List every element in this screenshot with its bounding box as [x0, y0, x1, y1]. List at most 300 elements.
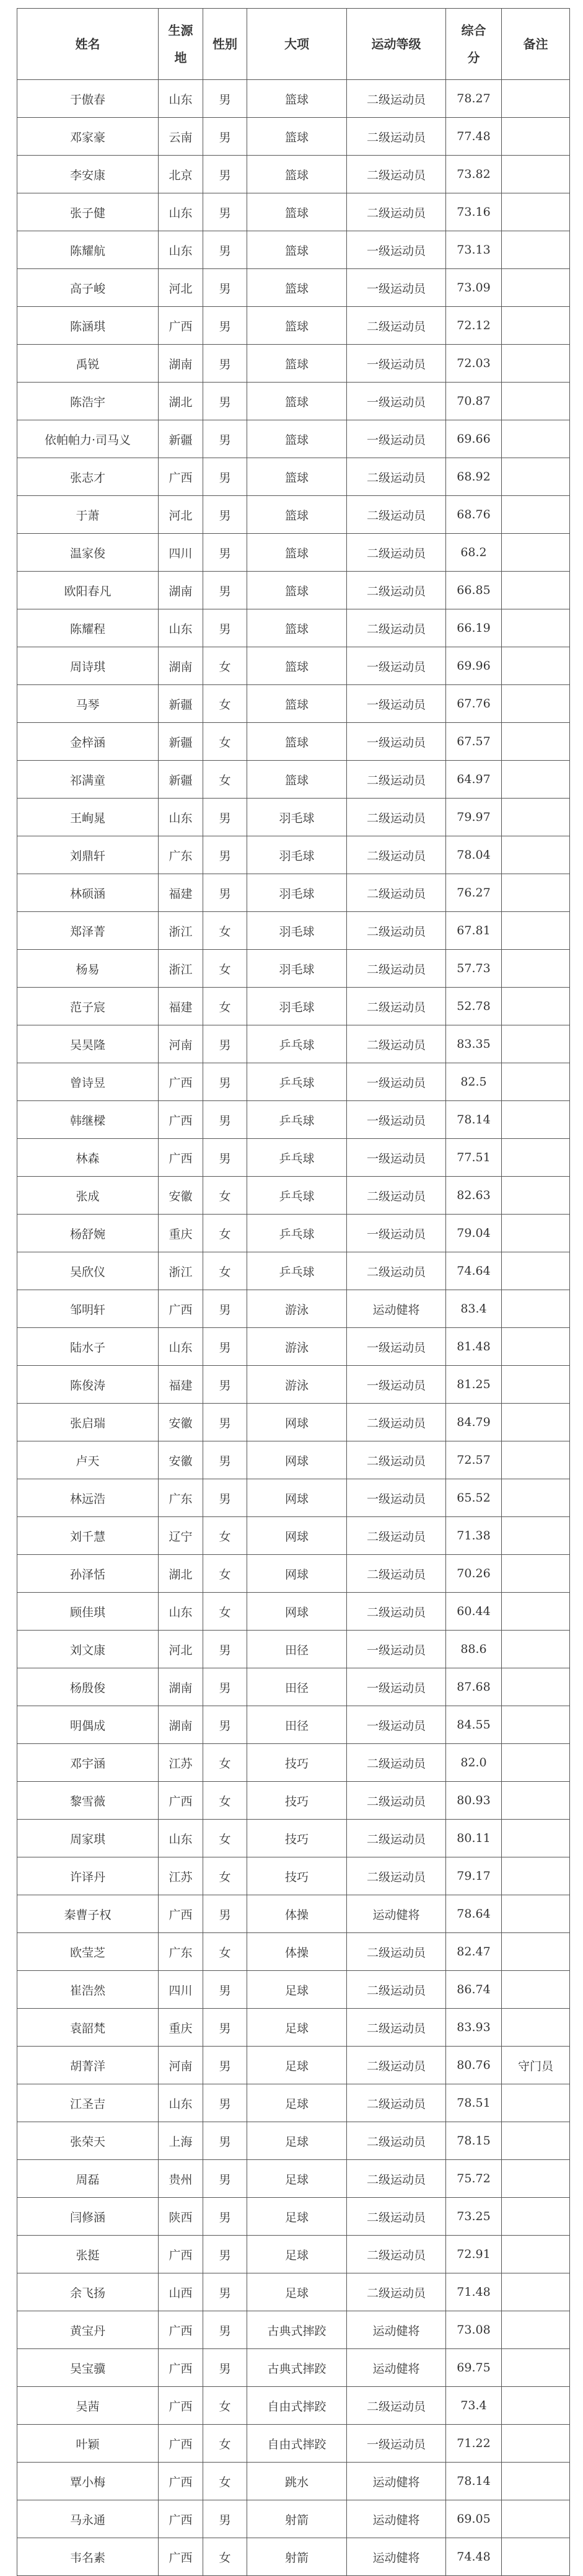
cell-score: 84.79 [446, 1404, 502, 1441]
cell-origin: 广西 [159, 2311, 203, 2349]
cell-event: 足球 [247, 2084, 347, 2122]
cell-note [502, 1441, 570, 1479]
cell-score: 82.63 [446, 1177, 502, 1215]
cell-level: 一级运动员 [347, 647, 446, 685]
cell-note [502, 383, 570, 420]
cell-event: 网球 [247, 1479, 347, 1517]
cell-level: 运动健将 [347, 2463, 446, 2500]
cell-name: 余飞扬 [17, 2273, 159, 2311]
cell-score: 78.27 [446, 80, 502, 118]
table-row [17, 2463, 570, 2500]
cell-gender: 女 [203, 2425, 247, 2463]
cell-origin: 湖北 [159, 383, 203, 420]
cell-score: 80.11 [446, 1820, 502, 1857]
cell-gender: 女 [203, 1555, 247, 1593]
cell-score: 66.19 [446, 609, 502, 647]
cell-gender: 男 [203, 1101, 247, 1139]
cell-gender: 女 [203, 761, 247, 799]
cell-gender: 女 [203, 1782, 247, 1820]
cell-note [502, 2273, 570, 2311]
table-row [17, 1933, 570, 1971]
cell-name: 周家琪 [17, 1820, 159, 1857]
cell-gender: 男 [203, 534, 247, 572]
cell-note [502, 1177, 570, 1215]
cell-origin: 浙江 [159, 950, 203, 988]
cell-note [502, 950, 570, 988]
cell-name: 黄宝丹 [17, 2311, 159, 2349]
table-row [17, 1479, 570, 1517]
cell-gender: 男 [203, 874, 247, 912]
table-row [17, 534, 570, 572]
table-row [17, 1215, 570, 1252]
cell-name: 杨舒婉 [17, 1215, 159, 1252]
cell-score: 88.6 [446, 1631, 502, 1668]
cell-origin: 山东 [159, 609, 203, 647]
cell-name: 张启瑞 [17, 1404, 159, 1441]
cell-score: 67.57 [446, 723, 502, 761]
cell-origin: 山东 [159, 193, 203, 231]
cell-note [502, 231, 570, 269]
cell-event: 羽毛球 [247, 874, 347, 912]
cell-name: 周磊 [17, 2160, 159, 2198]
table-row [17, 1139, 570, 1177]
table-row [17, 1177, 570, 1215]
cell-event: 足球 [247, 1971, 347, 2009]
cell-name: 金梓涵 [17, 723, 159, 761]
cell-level: 运动健将 [347, 1895, 446, 1933]
cell-level: 二级运动员 [347, 1441, 446, 1479]
table-row [17, 1290, 570, 1328]
cell-score: 81.48 [446, 1328, 502, 1366]
cell-level: 二级运动员 [347, 1782, 446, 1820]
cell-event: 乒乓球 [247, 1177, 347, 1215]
cell-event: 羽毛球 [247, 836, 347, 874]
cell-event: 篮球 [247, 420, 347, 458]
cell-level: 一级运动员 [347, 723, 446, 761]
cell-name: 温家俊 [17, 534, 159, 572]
cell-level: 二级运动员 [347, 1971, 446, 2009]
cell-gender: 女 [203, 950, 247, 988]
cell-note [502, 2387, 570, 2425]
cell-level: 一级运动员 [347, 1668, 446, 1706]
cell-gender: 男 [203, 2198, 247, 2236]
cell-score: 68.76 [446, 496, 502, 534]
cell-level: 一级运动员 [347, 269, 446, 307]
cell-note [502, 1479, 570, 1517]
cell-origin: 贵州 [159, 2160, 203, 2198]
cell-origin: 重庆 [159, 2009, 203, 2047]
cell-note [502, 1857, 570, 1895]
cell-name: 邓宇涵 [17, 1744, 159, 1782]
cell-gender: 男 [203, 2349, 247, 2387]
cell-event: 网球 [247, 1555, 347, 1593]
cell-origin: 河南 [159, 2047, 203, 2084]
table-row [17, 156, 570, 193]
cell-score: 69.75 [446, 2349, 502, 2387]
cell-note [502, 1668, 570, 1706]
cell-level: 一级运动员 [347, 1215, 446, 1252]
cell-note [502, 1631, 570, 1668]
cell-gender: 女 [203, 988, 247, 1025]
cell-level: 一级运动员 [347, 231, 446, 269]
table-row [17, 1517, 570, 1555]
table-row [17, 1820, 570, 1857]
cell-score: 74.64 [446, 1252, 502, 1290]
cell-origin: 广西 [159, 1063, 203, 1101]
cell-origin: 四川 [159, 1971, 203, 2009]
cell-level: 二级运动员 [347, 1933, 446, 1971]
cell-note [502, 1517, 570, 1555]
cell-origin: 安徽 [159, 1441, 203, 1479]
cell-name: 黎雪薇 [17, 1782, 159, 1820]
cell-event: 游泳 [247, 1328, 347, 1366]
cell-note [502, 2500, 570, 2538]
table-row [17, 1744, 570, 1782]
cell-event: 田径 [247, 1706, 347, 1744]
cell-gender: 女 [203, 2387, 247, 2425]
cell-gender: 女 [203, 2538, 247, 2576]
cell-name: 欧莹芝 [17, 1933, 159, 1971]
cell-level: 一级运动员 [347, 1063, 446, 1101]
table-row [17, 2236, 570, 2273]
table-row [17, 2273, 570, 2311]
cell-score: 73.25 [446, 2198, 502, 2236]
cell-gender: 男 [203, 231, 247, 269]
cell-origin: 山东 [159, 80, 203, 118]
cell-note [502, 534, 570, 572]
cell-origin: 广西 [159, 2463, 203, 2500]
cell-origin: 广西 [159, 2538, 203, 2576]
cell-level: 二级运动员 [347, 1025, 446, 1063]
cell-origin: 山东 [159, 1820, 203, 1857]
table-row [17, 2311, 570, 2349]
cell-level: 二级运动员 [347, 2084, 446, 2122]
table-row [17, 2009, 570, 2047]
cell-note [502, 1782, 570, 1820]
cell-event: 篮球 [247, 609, 347, 647]
header-note: 备注 [502, 9, 570, 80]
cell-level: 一级运动员 [347, 420, 446, 458]
cell-level: 二级运动员 [347, 80, 446, 118]
cell-event: 足球 [247, 2160, 347, 2198]
cell-gender: 男 [203, 458, 247, 496]
cell-name: 禹锐 [17, 345, 159, 383]
cell-note [502, 647, 570, 685]
table-row [17, 2500, 570, 2538]
cell-score: 79.04 [446, 1215, 502, 1252]
cell-score: 70.87 [446, 383, 502, 420]
cell-level: 二级运动员 [347, 2387, 446, 2425]
cell-name: 高子峻 [17, 269, 159, 307]
cell-gender: 男 [203, 572, 247, 609]
table-row [17, 950, 570, 988]
cell-event: 网球 [247, 1404, 347, 1441]
cell-name: 刘文康 [17, 1631, 159, 1668]
table-row [17, 988, 570, 1025]
cell-origin: 重庆 [159, 1215, 203, 1252]
cell-name: 胡菁洋 [17, 2047, 159, 2084]
table-row [17, 420, 570, 458]
cell-origin: 山东 [159, 231, 203, 269]
cell-event: 篮球 [247, 193, 347, 231]
cell-score: 74.48 [446, 2538, 502, 2576]
roster-sheet [17, 8, 570, 2576]
cell-note [502, 723, 570, 761]
cell-gender: 女 [203, 1177, 247, 1215]
cell-gender: 男 [203, 2047, 247, 2084]
cell-note [502, 1744, 570, 1782]
cell-level: 二级运动员 [347, 572, 446, 609]
cell-name: 依帕帕力·司马义 [17, 420, 159, 458]
cell-event: 篮球 [247, 383, 347, 420]
cell-note [502, 2463, 570, 2500]
cell-level: 一级运动员 [347, 1139, 446, 1177]
cell-name: 陈浩宇 [17, 383, 159, 420]
cell-name: 陆水子 [17, 1328, 159, 1366]
cell-origin: 上海 [159, 2122, 203, 2160]
cell-gender: 男 [203, 118, 247, 156]
cell-name: 杨殷俊 [17, 1668, 159, 1706]
cell-level: 一级运动员 [347, 1366, 446, 1404]
table-row [17, 761, 570, 799]
cell-level: 二级运动员 [347, 2198, 446, 2236]
cell-gender: 男 [203, 2084, 247, 2122]
cell-score: 64.97 [446, 761, 502, 799]
cell-level: 二级运动员 [347, 118, 446, 156]
cell-origin: 福建 [159, 988, 203, 1025]
header-row [17, 9, 570, 80]
cell-score: 78.51 [446, 2084, 502, 2122]
cell-gender: 男 [203, 1895, 247, 1933]
cell-note [502, 2084, 570, 2122]
cell-event: 篮球 [247, 269, 347, 307]
cell-score: 72.03 [446, 345, 502, 383]
cell-level: 一级运动员 [347, 685, 446, 723]
cell-note [502, 2349, 570, 2387]
cell-gender: 女 [203, 1744, 247, 1782]
cell-origin: 广东 [159, 836, 203, 874]
cell-gender: 男 [203, 1668, 247, 1706]
cell-name: 吴欣仪 [17, 1252, 159, 1290]
cell-level: 二级运动员 [347, 2160, 446, 2198]
cell-score: 71.38 [446, 1517, 502, 1555]
cell-gender: 男 [203, 80, 247, 118]
cell-level: 一级运动员 [347, 1101, 446, 1139]
cell-event: 乒乓球 [247, 1215, 347, 1252]
cell-origin: 广西 [159, 1782, 203, 1820]
cell-name: 邓家豪 [17, 118, 159, 156]
cell-score: 81.25 [446, 1366, 502, 1404]
table-row [17, 1441, 570, 1479]
cell-name: 范子宸 [17, 988, 159, 1025]
table-row [17, 80, 570, 118]
cell-name: 曾诗昱 [17, 1063, 159, 1101]
cell-origin: 云南 [159, 118, 203, 156]
cell-origin: 山西 [159, 2273, 203, 2311]
cell-score: 69.96 [446, 647, 502, 685]
cell-gender: 男 [203, 2236, 247, 2273]
cell-score: 77.51 [446, 1139, 502, 1177]
cell-note [502, 1404, 570, 1441]
cell-name: 祁满童 [17, 761, 159, 799]
cell-score: 72.12 [446, 307, 502, 345]
cell-event: 网球 [247, 1517, 347, 1555]
cell-gender: 女 [203, 2463, 247, 2500]
cell-origin: 广西 [159, 2387, 203, 2425]
cell-gender: 男 [203, 799, 247, 836]
cell-note [502, 1971, 570, 2009]
cell-event: 篮球 [247, 307, 347, 345]
cell-note [502, 118, 570, 156]
cell-note [502, 420, 570, 458]
table-row [17, 1782, 570, 1820]
cell-event: 篮球 [247, 685, 347, 723]
cell-level: 二级运动员 [347, 799, 446, 836]
cell-level: 二级运动员 [347, 609, 446, 647]
header-gender: 性别 [203, 9, 247, 80]
cell-note [502, 2538, 570, 2576]
table-row [17, 193, 570, 231]
table-row [17, 1063, 570, 1101]
cell-event: 自由式摔跤 [247, 2387, 347, 2425]
cell-score: 83.4 [446, 1290, 502, 1328]
cell-note [502, 1215, 570, 1252]
cell-origin: 广东 [159, 1479, 203, 1517]
cell-name: 卢天 [17, 1441, 159, 1479]
cell-level: 一级运动员 [347, 345, 446, 383]
cell-event: 网球 [247, 1441, 347, 1479]
cell-event: 技巧 [247, 1820, 347, 1857]
cell-note [502, 1593, 570, 1631]
cell-event: 古典式摔跤 [247, 2349, 347, 2387]
cell-event: 游泳 [247, 1366, 347, 1404]
cell-score: 82.47 [446, 1933, 502, 1971]
cell-level: 二级运动员 [347, 1252, 446, 1290]
cell-origin: 辽宁 [159, 1517, 203, 1555]
cell-score: 73.4 [446, 2387, 502, 2425]
header-level: 运动等级 [347, 9, 446, 80]
cell-event: 乒乓球 [247, 1139, 347, 1177]
cell-name: 杨易 [17, 950, 159, 988]
table-row [17, 458, 570, 496]
cell-level: 二级运动员 [347, 458, 446, 496]
cell-origin: 北京 [159, 156, 203, 193]
cell-name: 许译丹 [17, 1857, 159, 1895]
cell-name: 明偶成 [17, 1706, 159, 1744]
cell-event: 乒乓球 [247, 1025, 347, 1063]
header-score: 综合分 [446, 9, 502, 80]
cell-note [502, 572, 570, 609]
cell-origin: 广西 [159, 307, 203, 345]
cell-name: 郑泽菁 [17, 912, 159, 950]
cell-gender: 男 [203, 1631, 247, 1668]
cell-name: 陈俊涛 [17, 1366, 159, 1404]
cell-origin: 湖南 [159, 572, 203, 609]
cell-origin: 河南 [159, 1025, 203, 1063]
cell-score: 86.74 [446, 1971, 502, 2009]
cell-score: 72.91 [446, 2236, 502, 2273]
cell-level: 二级运动员 [347, 2122, 446, 2160]
cell-origin: 湖南 [159, 1706, 203, 1744]
table-row [17, 118, 570, 156]
cell-name: 顾佳琪 [17, 1593, 159, 1631]
cell-event: 古典式摔跤 [247, 2311, 347, 2349]
cell-note: 守门员 [502, 2047, 570, 2084]
cell-name: 于傲春 [17, 80, 159, 118]
cell-score: 78.04 [446, 836, 502, 874]
cell-level: 二级运动员 [347, 912, 446, 950]
cell-gender: 男 [203, 1063, 247, 1101]
table-row [17, 269, 570, 307]
cell-event: 田径 [247, 1668, 347, 1706]
cell-event: 足球 [247, 2198, 347, 2236]
cell-score: 78.64 [446, 1895, 502, 1933]
cell-score: 69.66 [446, 420, 502, 458]
table-row [17, 912, 570, 950]
cell-gender: 男 [203, 1328, 247, 1366]
cell-gender: 男 [203, 2311, 247, 2349]
cell-level: 二级运动员 [347, 307, 446, 345]
cell-gender: 男 [203, 1706, 247, 1744]
cell-score: 65.52 [446, 1479, 502, 1517]
table-row [17, 874, 570, 912]
table-row [17, 1555, 570, 1593]
cell-note [502, 1328, 570, 1366]
cell-note [502, 2198, 570, 2236]
cell-origin: 山东 [159, 1593, 203, 1631]
cell-origin: 江苏 [159, 1744, 203, 1782]
cell-gender: 男 [203, 2273, 247, 2311]
cell-score: 84.55 [446, 1706, 502, 1744]
cell-origin: 广西 [159, 1290, 203, 1328]
cell-gender: 男 [203, 345, 247, 383]
cell-note [502, 1101, 570, 1139]
cell-event: 篮球 [247, 723, 347, 761]
cell-name: 欧阳春凡 [17, 572, 159, 609]
cell-note [502, 1290, 570, 1328]
cell-name: 张挺 [17, 2236, 159, 2273]
cell-origin: 陕西 [159, 2198, 203, 2236]
cell-name: 马琴 [17, 685, 159, 723]
cell-event: 篮球 [247, 345, 347, 383]
cell-event: 羽毛球 [247, 799, 347, 836]
cell-score: 69.05 [446, 2500, 502, 2538]
cell-origin: 浙江 [159, 912, 203, 950]
cell-origin: 广西 [159, 458, 203, 496]
cell-score: 79.97 [446, 799, 502, 836]
table-row [17, 2387, 570, 2425]
cell-note [502, 1895, 570, 1933]
cell-name: 江圣吉 [17, 2084, 159, 2122]
cell-level: 一级运动员 [347, 383, 446, 420]
cell-name: 张荣天 [17, 2122, 159, 2160]
table-row [17, 1404, 570, 1441]
cell-score: 73.82 [446, 156, 502, 193]
cell-event: 羽毛球 [247, 950, 347, 988]
cell-score: 80.93 [446, 1782, 502, 1820]
cell-origin: 山东 [159, 799, 203, 836]
cell-note [502, 2311, 570, 2349]
cell-score: 67.81 [446, 912, 502, 950]
cell-gender: 男 [203, 2500, 247, 2538]
cell-gender: 男 [203, 307, 247, 345]
cell-event: 篮球 [247, 80, 347, 118]
cell-level: 二级运动员 [347, 1517, 446, 1555]
cell-origin: 广西 [159, 2425, 203, 2463]
cell-level: 二级运动员 [347, 2273, 446, 2311]
cell-score: 73.08 [446, 2311, 502, 2349]
cell-gender: 女 [203, 1933, 247, 1971]
